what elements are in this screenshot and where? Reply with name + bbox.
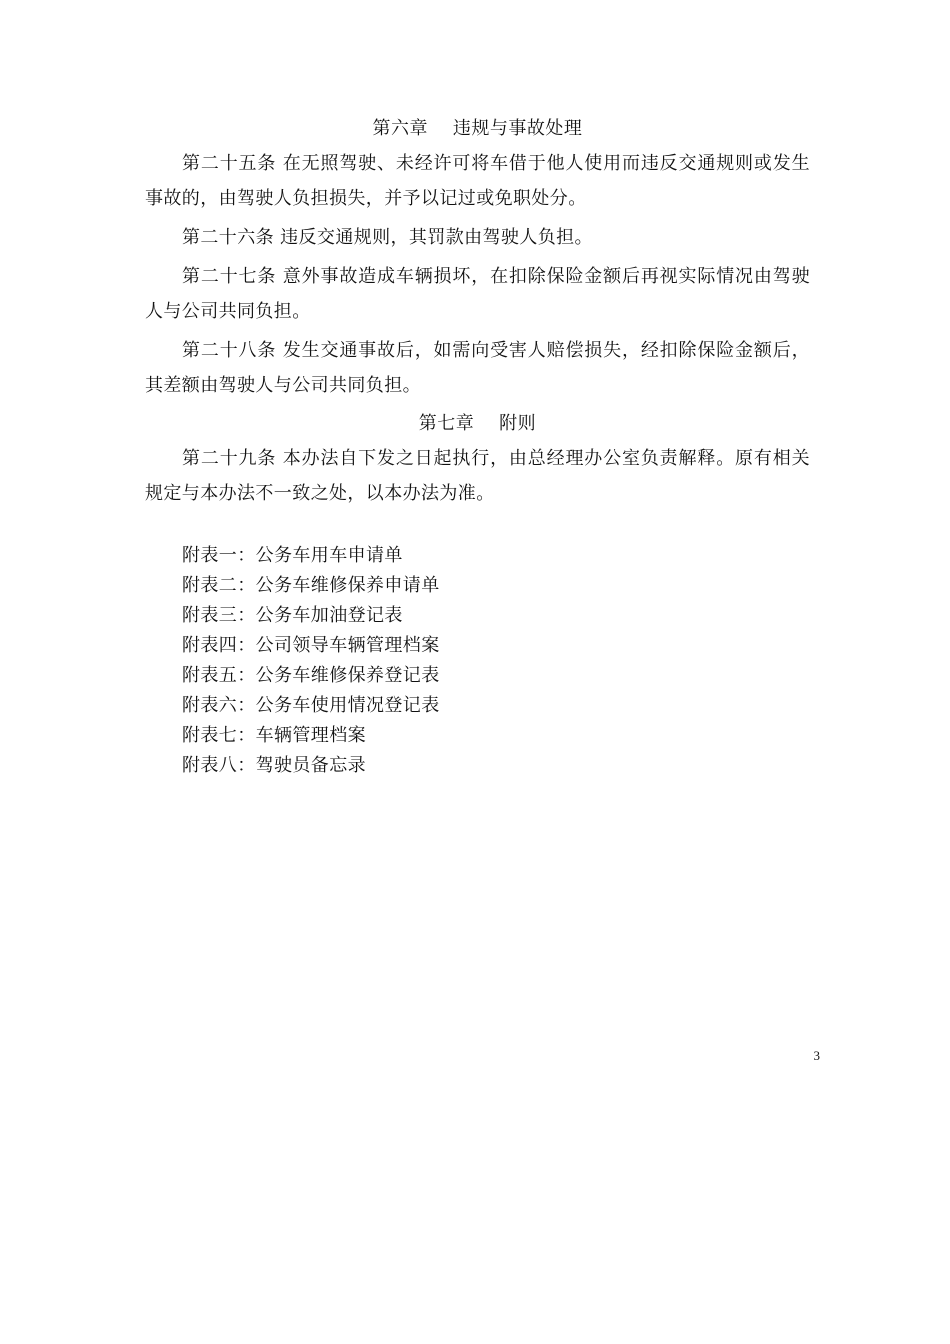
appendix-item-6: 附表六：公务车使用情况登记表	[182, 695, 440, 716]
article-27: 第二十七条 意外事故造成车辆损坏，在扣除保险金额后再视实际情况由驾驶人与公司共同负担。	[145, 266, 810, 322]
document-page	[145, 112, 810, 781]
appendix-item-8: 附表八：驾驶员备忘录	[182, 755, 366, 776]
article-28: 第二十八条 发生交通事故后，如需向受害人赔偿损失，经扣除保险金额后，其差额由驾驶人与公司共同负担。	[145, 340, 810, 396]
appendix-item-3: 附表三：公务车加油登记表	[182, 605, 403, 626]
appendix-item-7: 附表七：车辆管理档案	[182, 725, 366, 746]
page-number: 3	[813, 1048, 820, 1063]
chapter-7-title: 第七章 附则	[418, 413, 537, 434]
appendix-item-4: 附表四：公司领导车辆管理档案	[182, 635, 440, 656]
article-25: 第二十五条 在无照驾驶、未经许可将车借于他人使用而违反交通规则或发生事故的，由驾驶人负担损失，并予以记过或免职处分。	[145, 153, 810, 209]
article-26: 第二十六条 违反交通规则，其罚款由驾驶人负担。	[182, 227, 593, 248]
chapter-6-title: 第六章 违规与事故处理	[372, 118, 583, 139]
appendix-item-2: 附表二：公务车维修保养申请单	[182, 575, 440, 596]
article-29: 第二十九条 本办法自下发之日起执行，由总经理办公室负责解释。原有相关规定与本办法不一致之处，以本办法为准。	[145, 448, 810, 504]
appendix-list	[145, 541, 810, 781]
section-spacer	[145, 515, 810, 541]
appendix-item-5: 附表五：公务车维修保养登记表	[182, 665, 440, 686]
appendix-item-1: 附表一：公务车用车申请单	[182, 545, 403, 566]
